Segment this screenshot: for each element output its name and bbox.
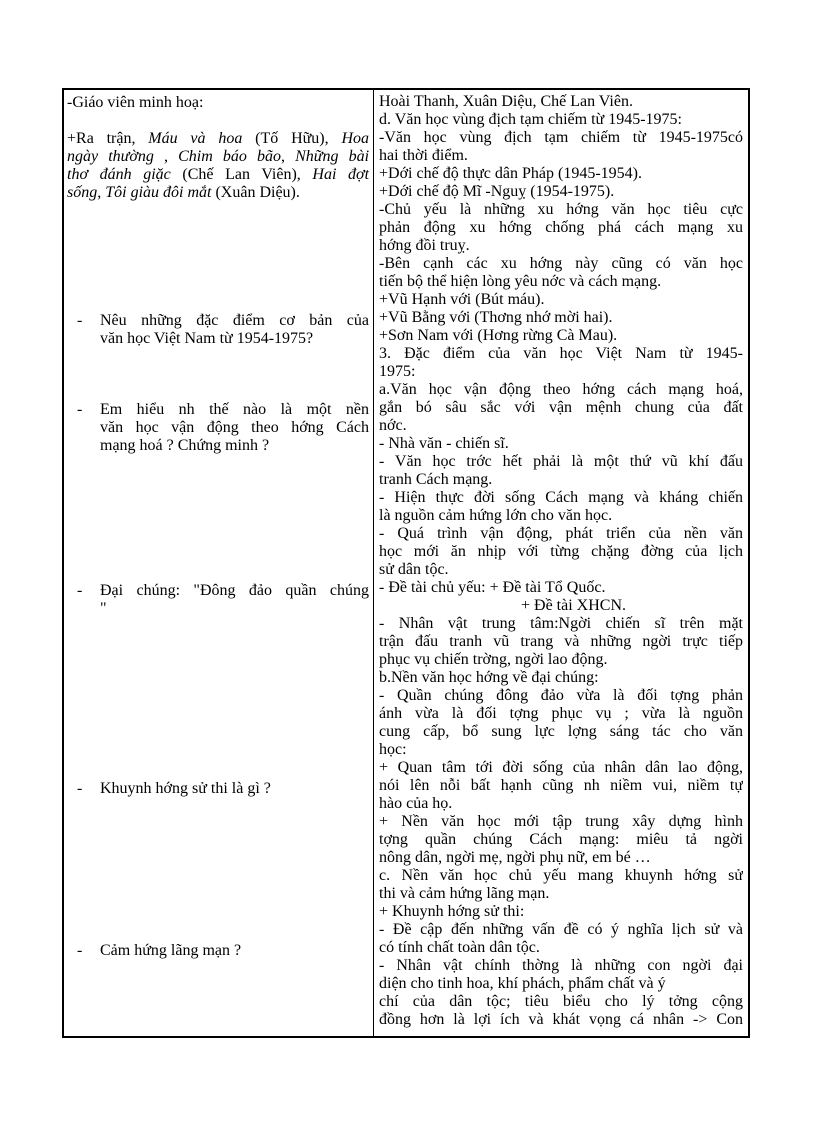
content-line: +Sơn Nam với (Hơng rừng Cà Mau). (379, 327, 618, 344)
content-line: ánh vừa là đối tợng phục vụ ; vừa là nguồn (379, 705, 743, 722)
examples-line: +Ra trận, Máu và hoa (Tố Hữu), Hoa (67, 130, 369, 147)
content-line: thi và cảm hứng lãng mạn. (379, 885, 550, 902)
content-line: học: (379, 741, 407, 758)
examples-paragraph (67, 130, 369, 202)
content-line: + Đề tài XHCN. (521, 597, 627, 614)
content-line: - Đề tài chủ yếu: + Đề tài Tổ Quốc. (379, 579, 606, 596)
content-line: 3. Đặc điểm của văn học Việt Nam từ 1945- (379, 345, 743, 362)
content-line: - Quá trình vận động, phát triển của nền văn (379, 525, 743, 542)
examples-line: thơ đánh giặc (Chế Lan Viên), Hai đợt (67, 166, 369, 183)
question-item: - Cảm hứng lãng mạn ? (77, 942, 242, 959)
content-line: - Nhân vật chính thờng là những con ngời đại (379, 957, 743, 974)
content-line: gắn bó sâu sắc với vận mệnh chung của đất (379, 399, 743, 416)
work-title: thơ đánh giặc (67, 166, 171, 183)
content-line: diện cho tinh hoa, khí phách, phẩm chất và ý (379, 975, 666, 992)
content-line: sử dân tộc. (379, 561, 449, 578)
list-dash: - (77, 312, 83, 329)
content-line: - Hiện thực đời sống Cách mạng và kháng chiến (379, 489, 743, 506)
content-line: tranh Cách mạng. (379, 471, 493, 488)
right-column (379, 93, 743, 1029)
content-line: nớc. (379, 417, 407, 434)
content-line: - Quần chúng đông đảo vừa là đối tợng phản (379, 687, 743, 704)
content-line: Hoài Thanh, Xuân Diệu, Chế Lan Viên. (379, 93, 633, 110)
list-dash: - (77, 780, 83, 797)
examples-line: ngày thường , Chim báo bão, Những bài (67, 148, 369, 165)
content-line: chí của dân tộc; tiêu biểu cho lý tởng cộng (379, 993, 743, 1010)
left-column (67, 94, 369, 202)
list-dash: - (77, 401, 83, 418)
content-line: - Nhân vật trung tâm:Ngời chiến sĩ trên mặt (379, 615, 743, 632)
work-title: Những bài (295, 148, 369, 165)
list-dash: - (77, 582, 83, 599)
content-line: hào của họ. (379, 795, 453, 812)
content-line: d. Văn học vùng địch tạm chiếm từ 1945-1975: (379, 111, 682, 128)
content-line: tiến bộ thể hiện lòng yêu nớc và cách mạng. (379, 273, 662, 290)
content-line: +Dới chế độ thực dân Pháp (1945-1954). (379, 165, 642, 182)
content-line: -Bên cạnh các xu hớng này cũng có văn học (379, 255, 743, 272)
content-line: trận đấu tranh vũ trang và những ngời trực tiếp (379, 633, 743, 650)
teacher-illustration-heading: -Giáo viên minh hoạ: (67, 94, 204, 111)
content-line: -Chủ yếu là những xu hớng văn học tiêu cực (379, 201, 743, 218)
content-line: +Dới chế độ Mĩ -Nguỵ (1954-1975). (379, 183, 615, 200)
content-line: là nguồn cảm hứng lớn cho văn học. (379, 507, 613, 524)
examples-line: sống, Tôi giàu đôi mắt (Xuân Diệu). (67, 184, 300, 201)
list-dash: - (77, 942, 83, 959)
content-line: học mới ăn nhịp với từng chặng đờng của lịch (379, 543, 743, 560)
content-line: hớng đồi truỵ. (379, 237, 470, 254)
content-line: +Vũ Hạnh với (Bút máu). (379, 291, 545, 308)
work-title: Chim báo bão (178, 148, 281, 165)
content-line: nói lên nỗi bất hạnh cũng nh niềm vui, niềm tự (379, 777, 743, 794)
work-title: sống (67, 184, 98, 201)
content-line: 1975: (379, 363, 416, 380)
content-line: có tính chất toàn dân tộc. (379, 939, 540, 956)
content-line: cung cấp, bổ sung lực lợng sáng tác cho văn (379, 723, 743, 740)
question-item: - Khuynh hớng sử thi là gì ? (77, 780, 271, 797)
work-title: Máu và hoa (148, 130, 243, 147)
work-title: Hai đợt (312, 166, 369, 183)
content-line: phục vụ chiến trờng, ngời lao động. (379, 651, 608, 668)
content-line: -Văn học vùng địch tạm chiếm từ 1945-1975có (379, 129, 743, 146)
content-line: - Nhà văn - chiến sĩ. (379, 435, 509, 452)
content-line: + Nền văn học mới tập trung xây dựng hình (379, 813, 743, 830)
content-line: phản động xu hớng chống phá cách mạng xu (379, 219, 743, 236)
content-line: - Văn học trớc hết phải là một thứ vũ khí đấu (379, 453, 743, 470)
column-divider (373, 88, 374, 1038)
content-line: đồng hơn là lợi ích và khát vọng cá nhân -> Con (379, 1011, 743, 1028)
content-line: hai thời điểm. (379, 147, 468, 164)
work-title: Tôi giàu đôi mắt (105, 184, 212, 201)
content-line: + Khuynh hớng sử thi: (379, 903, 525, 920)
question-item: - Em hiểu nh thế nào là một nền văn học vận động theo hớng Cách mạng hoá ? Chứng minh ? (77, 401, 369, 454)
content-line: + Quan tâm tới đời sống của nhân dân lao động, (379, 759, 743, 776)
content-line: tợng quần chúng Cách mạng: miêu tả ngời (379, 831, 743, 848)
question-item: - Đại chúng: "Đông đảo quần chúng " (77, 582, 369, 617)
content-line: a.Văn học vận động theo hớng cách mạng hoá, (379, 381, 743, 398)
content-line: - Đề cập đến những vấn đề có ý nghĩa lịch sử và (379, 921, 743, 938)
content-line: nông dân, ngời mẹ, ngời phụ nữ, em bé … (379, 849, 651, 866)
work-title: ngày thường (67, 148, 154, 165)
question-item: - Nêu những đặc điểm cơ bản của văn học Việt Nam từ 1954-1975? (77, 312, 369, 347)
content-line: b.Nền văn học hớng về đại chúng: (379, 669, 599, 686)
work-title: Hoa (341, 130, 369, 147)
content-line: c. Nền văn học chủ yếu mang khuynh hớng sử (379, 867, 743, 884)
content-line: +Vũ Bằng với (Thơng nhớ mời hai). (379, 309, 613, 326)
